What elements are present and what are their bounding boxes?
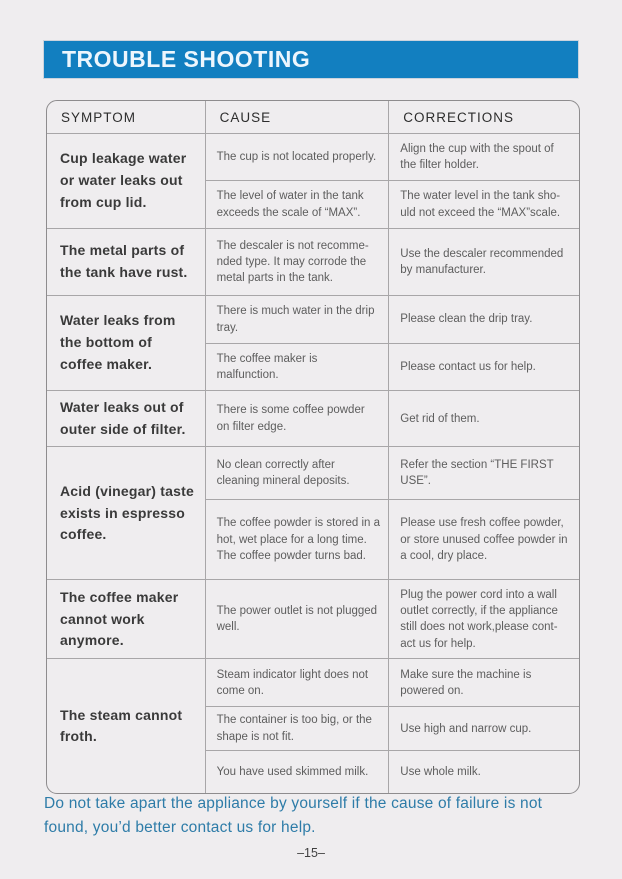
symptom-cell: The metal parts of the tank have rust. (47, 229, 206, 296)
cause-cell: Steam indicator light does not come on. (206, 659, 390, 707)
correction-cell: Please clean the drip tray. (389, 296, 579, 344)
cause-cell: There is some coffee powder on filter edge. (206, 391, 390, 447)
symptom-cell: Water leaks out of outer side of filter. (47, 391, 206, 447)
correction-cell: Plug the power cord into a wall outlet correctly, if the appliance still does not work,please cont-act us for help. (389, 580, 579, 659)
cause-cell: There is much water in the drip tray. (206, 296, 390, 344)
column-header-symptom: SYMPTOM (47, 101, 206, 134)
symptom-cell: The coffee maker cannot work anymore. (47, 580, 206, 659)
column-header-corrections: CORRECTIONS (389, 101, 579, 134)
cause-cell: The cup is not located properly. (206, 134, 390, 181)
cause-cell: No clean correctly after cleaning mineral deposits. (206, 447, 390, 500)
correction-cell: Use high and narrow cup. (389, 707, 579, 751)
cause-cell: The container is too big, or the shape is not fit. (206, 707, 390, 751)
cause-cell: The coffee powder is stored in a hot, wet place for a long time. The coffee powder turns bad. (206, 500, 390, 580)
cause-cell: The coffee maker is malfunction. (206, 344, 390, 391)
cause-cell: The level of water in the tank exceeds the scale of “MAX”. (206, 181, 390, 229)
section-title-bar (44, 41, 578, 78)
table-row (47, 447, 579, 500)
symptom-cell: The steam cannot froth. (47, 659, 206, 793)
table-row (47, 391, 579, 447)
symptom-cell: Water leaks from the bottom of coffee maker. (47, 296, 206, 391)
correction-cell: Align the cup with the spout of the filter holder. (389, 134, 579, 181)
table-row (47, 659, 579, 707)
cause-cell: You have used skimmed milk. (206, 751, 390, 793)
cause-cell: The descaler is not recomme-nded type. It may corrode the metal parts in the tank. (206, 229, 390, 296)
correction-cell: Use the descaler recommended by manufacturer. (389, 229, 579, 296)
troubleshooting-table (46, 100, 580, 794)
correction-cell: Use whole milk. (400, 765, 481, 778)
table-row (47, 229, 579, 296)
correction-cell: Refer the section “THE FIRST USE”. (389, 447, 579, 500)
troubleshooting-table-grid (47, 101, 579, 793)
table-row (47, 296, 579, 344)
table-row (47, 580, 579, 659)
correction-cell: Please contact us for help. (389, 344, 579, 391)
correction-cell: The water level in the tank sho-uld not exceed the “MAX”scale. (389, 181, 579, 229)
table-header-row (47, 101, 579, 134)
footer-warning-text: Do not take apart the appliance by yourself if the cause of failure is not found, you’d better contact us for help. (44, 795, 543, 837)
correction-cell: Please use fresh coffee powder, or store unused coffee powder in a cool, dry place. (389, 500, 579, 580)
cause-cell: The power outlet is not plugged well. (206, 580, 390, 659)
table-row (47, 134, 579, 181)
symptom-cell: Acid (vinegar) taste exists in espresso coffee. (47, 447, 206, 580)
symptom-cell: Cup leakage water or water leaks out from cup lid. (47, 134, 206, 229)
page-number: –15– (297, 846, 325, 860)
correction-cell: Get rid of them. (389, 391, 579, 447)
column-header-cause: CAUSE (206, 101, 390, 134)
correction-cell: Make sure the machine is powered on. (389, 659, 579, 707)
page-title: TROUBLE SHOOTING (62, 46, 311, 72)
